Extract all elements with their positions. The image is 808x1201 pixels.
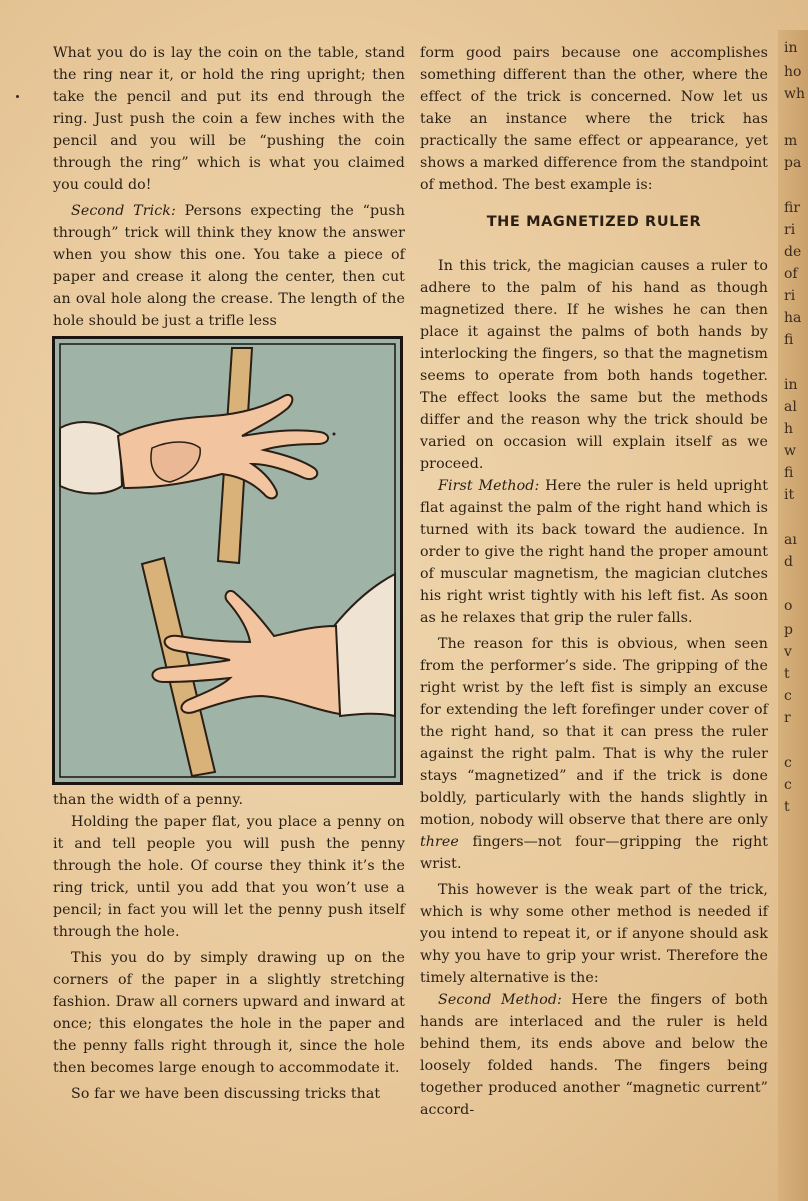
second-trick-text: Persons expecting the “push through” trick will think they know the answer when you show this one. You take a piece of paper and crease it along the center, then cut an oval hole along the crease. The length of the hole should be just a trifle less	[53, 203, 405, 329]
edge-fragment: ri	[784, 288, 796, 304]
paragraph-penny-width: than the width of a penny.	[53, 792, 244, 808]
edge-fragment: in	[784, 40, 798, 56]
column-1-bottom	[53, 789, 405, 1105]
edge-fragment: fi	[784, 332, 794, 348]
paragraph-holding-paper: Holding the paper flat, you place a penny on it and tell people you will push the penny through the hole. Of course they think it’s the ring trick, until you add that you won’t use a pencil; in fact you will let the penny push itself through the hole.	[53, 814, 405, 940]
edge-fragment: ho	[784, 64, 802, 80]
column-2-bottom	[420, 255, 768, 1121]
edge-fragment: r	[784, 710, 791, 726]
first-method-text: Here the ruler is held upright flat against the palm of the right hand which is turned with its back toward the audience. In order to give the right hand the proper amount of muscular magnetism, the magician clutches his right wrist tightly with his left fist. As soon as he relaxes that grip the ruler falls.	[420, 478, 769, 626]
paragraph-first-method	[420, 475, 768, 629]
paragraph-second-method	[420, 989, 768, 1121]
edge-fragment: c	[784, 688, 792, 704]
edge-fragment: t	[784, 799, 790, 815]
paragraph-drawing-up: This you do by simply drawing up on the corners of the paper in a slightly stretching fashion. Draw all corners upward and inward at once; this elongates the hole in the paper and the penny falls right through it, since the hole then becomes large enough to accommodate it.	[53, 950, 405, 1076]
paragraph-coin-ring: What you do is lay the coin on the table, stand the ring near it, or hold the ring upright; then take the pencil and put its end through the ring. Just push the coin a few inches with the pencil and you will be “pushing the coin through the ring” which is what you claimed you could do!	[53, 45, 405, 193]
edge-fragment: w	[784, 443, 796, 459]
next-page-edge	[778, 30, 808, 1201]
edge-fragment: fi	[784, 465, 794, 481]
edge-fragment: fir	[784, 200, 801, 216]
section-heading: THE MAGNETIZED RULER	[486, 214, 702, 230]
column-1-top	[53, 42, 405, 332]
edge-fragment: de	[784, 244, 802, 260]
edge-fragment: h	[784, 421, 794, 437]
reason-text-b: fingers—not four—gripping the right wrist.	[420, 834, 768, 872]
edge-fragment: o	[784, 598, 793, 614]
paragraph-good-pairs: form good pairs because one accomplishes something different than the other, where the effect of the trick is concerned. Now let us take an instance where the trick has practically the same effect or appearance, yet shows a marked difference from the standpoint of method. The best example is:	[420, 45, 768, 193]
edge-fragment: c	[784, 755, 792, 771]
ink-dot	[16, 95, 19, 98]
column-2-top	[420, 42, 768, 196]
edge-fragment: p	[784, 622, 793, 638]
edge-fragment: of	[784, 266, 798, 282]
edge-fragment: aı	[784, 532, 797, 548]
edge-fragment: wh	[784, 86, 805, 102]
reason-text-a: The reason for this is obvious, when seen from the performer’s side. The gripping of the right wrist by the left fist is simply an excuse for extending the left forefinger under cover of the right hand, so that it can press the ruler against the right palm. That is why the ruler stays “magnetized” and if the trick is done boldly, particularly with the hands slightly in motion, nobody will observe that there are only	[420, 636, 768, 828]
paragraph-weak-part: This however is the weak part of the trick, which is why some other method is needed if you intend to repeat it, or if anyone should ask why you have to grip your wrist. Therefore the timely alternative is the:	[420, 882, 768, 986]
edge-fragment: in	[784, 377, 798, 393]
reason-emphasis: three	[420, 834, 459, 850]
edge-fragment: v	[784, 644, 792, 660]
second-method-text: Here the fingers of both hands are interlaced and the ruler is held behind them, its ends above and below the loosely folded hands. The fingers being together produced another “magnetic current” accord-	[420, 992, 768, 1118]
first-method-label: First Method:	[438, 478, 540, 494]
edge-fragment: c	[784, 777, 792, 793]
edge-fragment: m	[784, 133, 798, 149]
second-method-label: Second Method:	[438, 992, 562, 1008]
illustration-hands-rulers	[52, 336, 403, 785]
second-trick-label: Second Trick:	[71, 203, 176, 219]
paragraph-trick-intro: In this trick, the magician causes a ruler to adhere to the palm of his hand as though magnetized there. If he wishes he can then place it against the palms of both hands by interlocking the fingers, so that the magnetism seems to operate from both hands together. The effect looks the same but the methods differ and the reason why the trick should be varied on occasion will explain itself as we proceed.	[420, 258, 768, 472]
edge-fragment: al	[784, 399, 797, 415]
paragraph-reason	[420, 633, 768, 875]
paragraph-second-trick	[53, 200, 405, 332]
edge-fragment: ri	[784, 222, 796, 238]
edge-fragment: t	[784, 666, 790, 682]
edge-fragment: it	[784, 487, 795, 503]
edge-fragment: ha	[784, 310, 802, 326]
paragraph-so-far: So far we have been discussing tricks that	[71, 1086, 381, 1102]
edge-fragment: pa	[784, 155, 802, 171]
edge-fragment: d	[784, 554, 793, 570]
